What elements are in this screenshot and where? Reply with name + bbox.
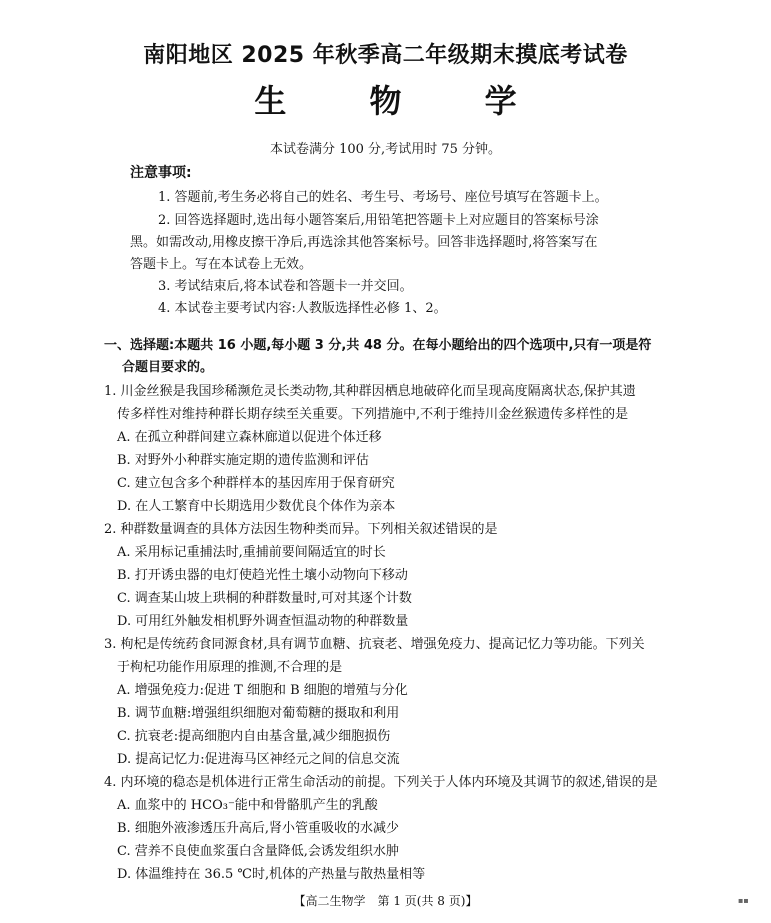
option-d: D. 体温维持在 36.5 ℃时,机体的产热量与散热量相等 <box>117 867 426 882</box>
score-line: 本试卷满分 100 分,考试用时 75 分钟。 <box>269 142 502 157</box>
option-c: C. 抗衰老:提高细胞内自由基含量,减少细胞损伤 <box>117 729 391 744</box>
section-heading: 一、选择题:本题共 16 小题,每小题 3 分,共 48 分。在每小题给出的四个选项中,只有一项是符 <box>104 338 652 353</box>
option-b: B. 对野外小种群实施定期的遗传监测和评估 <box>117 453 369 468</box>
option-a: A. 血浆中的 HCO₃⁻能中和骨骼肌产生的乳酸 <box>117 798 378 813</box>
section-heading-cont: 合题目要求的。 <box>122 360 214 375</box>
option-b: B. 调节血糖:增强组织细胞对葡萄糖的摄取和利用 <box>117 706 400 721</box>
notice-line: 答题卡上。写在本试卷上无效。 <box>130 257 313 272</box>
notice-line: 1. 答题前,考生务必将自己的姓名、考生号、考场号、座位号填写在答题卡上。 <box>158 190 608 205</box>
option-a: A. 采用标记重捕法时,重捕前要间隔适宜的时长 <box>117 545 386 560</box>
notice-line: 2. 回答选择题时,选出每小题答案后,用铅笔把答题卡上对应题目的答案标号涂 <box>158 213 599 228</box>
corner-mark: ▪▪ <box>738 896 749 905</box>
notice-line: 4. 本试卷主要考试内容:人教版选择性必修 1、2。 <box>158 301 447 316</box>
option-b: B. 打开诱虫器的电灯使趋光性土壤小动物向下移动 <box>117 568 408 583</box>
option-c: C. 建立包含多个种群样本的基因库用于保育研究 <box>117 476 395 491</box>
option-a: A. 增强免疫力:促进 T 细胞和 B 细胞的增殖与分化 <box>117 683 408 698</box>
option-d: D. 可用红外触发相机野外调查恒温动物的种群数量 <box>117 614 409 629</box>
question-stem: 传多样性对维持种群长期存续至关重要。下列措施中,不利于维持川金丝猴遗传多样性的是 <box>117 407 629 422</box>
option-c: C. 营养不良使血浆蛋白含量降低,会诱发组织水肿 <box>117 844 399 859</box>
page-footer: 【高二生物学 第 1 页(共 8 页)】 <box>293 894 478 908</box>
exam-title: 南阳地区 2025 年秋季高二年级期末摸底考试卷 <box>143 43 628 68</box>
question-stem: 2. 种群数量调查的具体方法因生物种类而异。下列相关叙述错误的是 <box>104 522 498 537</box>
question-stem: 4. 内环境的稳态是机体进行正常生命活动的前提。下列关于人体内环境及其调节的叙述,错误的是 <box>104 775 658 790</box>
subject-title: 生 物 学 <box>254 82 553 120</box>
notice-line: 3. 考试结束后,将本试卷和答题卡一并交回。 <box>158 279 413 294</box>
question-stem: 于枸杞功能作用原理的推测,不合理的是 <box>117 660 343 675</box>
option-d: D. 提高记忆力:促进海马区神经元之间的信息交流 <box>117 752 400 767</box>
option-d: D. 在人工繁育中长期选用少数优良个体作为亲本 <box>117 499 396 514</box>
notice-heading: 注意事项: <box>130 165 192 181</box>
question-stem: 1. 川金丝猴是我国珍稀濒危灵长类动物,其种群因栖息地破碎化而呈现高度隔离状态,保护其遗 <box>104 384 636 399</box>
option-a: A. 在孤立种群间建立森林廊道以促进个体迁移 <box>117 430 382 445</box>
notice-line: 黑。如需改动,用橡皮擦干净后,再选涂其他答案标号。回答非选择题时,将答案写在 <box>130 235 598 250</box>
option-b: B. 细胞外液渗透压升高后,肾小管重吸收的水减少 <box>117 821 399 836</box>
option-c: C. 调查某山坡上珙桐的种群数量时,可对其逐个计数 <box>117 591 412 606</box>
question-stem: 3. 枸杞是传统药食同源食材,具有调节血糖、抗衰老、增强免疫力、提高记忆力等功能。下列关 <box>104 637 645 652</box>
